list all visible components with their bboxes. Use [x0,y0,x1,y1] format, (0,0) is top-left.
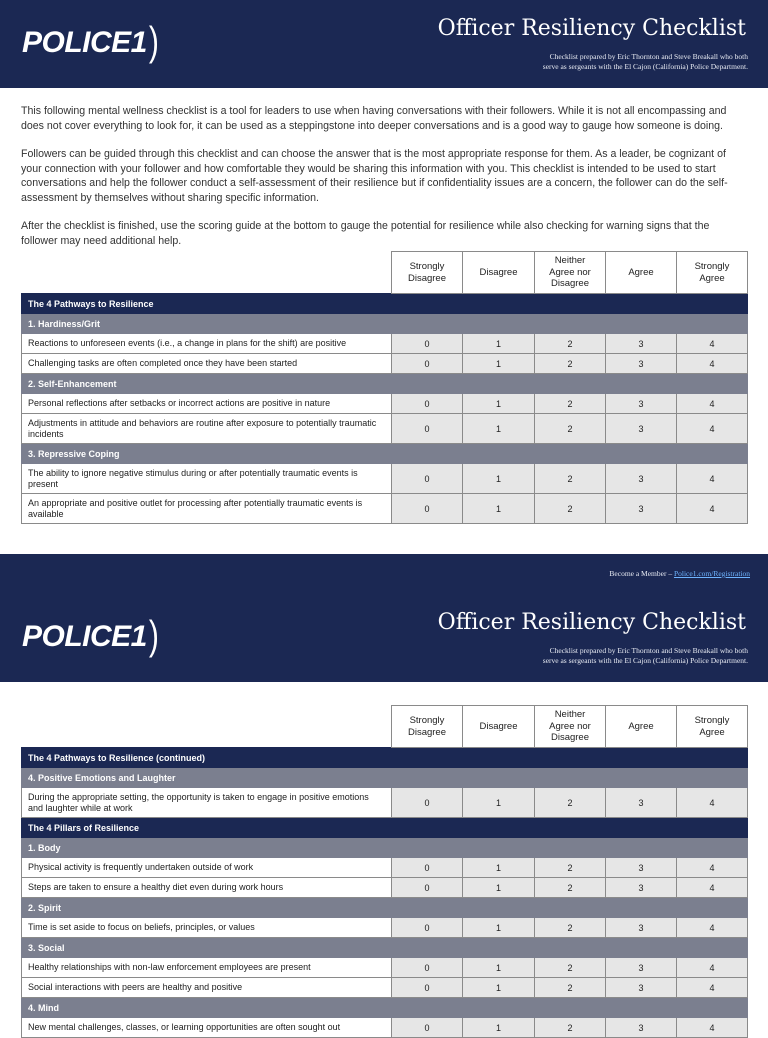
score-option[interactable]: 1 [463,958,535,978]
score-option[interactable]: 1 [463,414,535,444]
table-row: New mental challenges, classes, or learning opportunities are often sought out 0 1 2 3 4 [22,1018,748,1038]
score-option[interactable]: 3 [606,858,677,878]
score-option[interactable]: 3 [606,958,677,978]
score-option[interactable]: 4 [677,858,748,878]
intro-text [21,104,747,262]
score-option[interactable]: 4 [677,354,748,374]
group-row: 2. Self-Enhancement [22,374,748,394]
score-option[interactable]: 4 [677,494,748,524]
column-header-row [22,706,748,748]
checklist-table-1 [21,251,748,524]
score-option[interactable]: 2 [535,958,606,978]
intro-paragraph: This following mental wellness checklist is a tool for leaders to use when having conversations with their followers. While it is not all encompassing and does not cover everything to look for, it can be used as a steppingstone into deeper conversations and is a good way to gauge how someone is doing. [21,105,727,132]
score-option[interactable]: 0 [392,1018,463,1038]
score-option[interactable]: 1 [463,494,535,524]
score-option[interactable]: 2 [535,464,606,494]
score-option[interactable]: 0 [392,494,463,524]
group-row: 3. Social [22,938,748,958]
checklist-table-2 [21,705,748,1038]
score-option[interactable]: 3 [606,464,677,494]
column-header: Disagree [463,252,535,294]
score-option[interactable]: 4 [677,334,748,354]
score-option[interactable]: 1 [463,858,535,878]
score-option[interactable]: 2 [535,1018,606,1038]
table-row: During the appropriate setting, the opportunity is taken to engage in positive emotions and laughter while at work 0 1 2 3 4 [22,788,748,818]
score-option[interactable]: 1 [463,464,535,494]
section-row: The 4 Pathways to Resilience [22,294,748,314]
column-header: Strongly Agree [677,706,748,748]
table-row: Adjustments in attitude and behaviors are routine after exposure to potentially traumatic incidents 0 1 2 3 4 [22,414,748,444]
score-option[interactable]: 1 [463,788,535,818]
table-row: Reactions to unforeseen events (i.e., a change in plans for the shift) are positive 0 1 2 3 4 [22,334,748,354]
group-row: 1. Hardiness/Grit [22,314,748,334]
score-option[interactable]: 0 [392,788,463,818]
score-option[interactable]: 4 [677,414,748,444]
column-header: Neither Agree nor Disagree [535,252,606,294]
score-option[interactable]: 2 [535,334,606,354]
table-row: Steps are taken to ensure a healthy diet even during work hours 0 1 2 3 4 [22,878,748,898]
score-option[interactable]: 4 [677,1018,748,1038]
score-option[interactable]: 1 [463,354,535,374]
score-option[interactable]: 3 [606,354,677,374]
table-row: The ability to ignore negative stimulus during or after potentially traumatic events is present 0 1 2 3 4 [22,464,748,494]
score-option[interactable]: 3 [606,788,677,818]
police1-logo[interactable]: POLICE1) [22,614,159,659]
score-option[interactable]: 4 [677,464,748,494]
score-option[interactable]: 3 [606,334,677,354]
score-option[interactable]: 0 [392,958,463,978]
column-header: Neither Agree nor Disagree [535,706,606,748]
group-row: 2. Spirit [22,898,748,918]
column-header-row [22,252,748,294]
score-option[interactable]: 4 [677,918,748,938]
score-option[interactable]: 1 [463,918,535,938]
score-option[interactable]: 2 [535,394,606,414]
logo-chevron-icon: ) [148,20,159,65]
score-option[interactable]: 0 [392,334,463,354]
score-option[interactable]: 0 [392,858,463,878]
table-row: An appropriate and positive outlet for processing after potentially traumatic events is available 0 1 2 3 4 [22,494,748,524]
score-option[interactable]: 0 [392,414,463,444]
table-row: Time is set aside to focus on beliefs, principles, or values 0 1 2 3 4 [22,918,748,938]
score-option[interactable]: 3 [606,918,677,938]
score-option[interactable]: 0 [392,878,463,898]
score-option[interactable]: 3 [606,414,677,444]
score-option[interactable]: 2 [535,354,606,374]
score-option[interactable]: 2 [535,788,606,818]
score-option[interactable]: 4 [677,394,748,414]
score-option[interactable]: 2 [535,414,606,444]
credit-text: Checklist prepared by Eric Thornton and Steve Breakall who both serve as sergeants with the El Cajon (California) Police Department. [542,52,748,71]
intro-paragraph: After the checklist is finished, use the scoring guide at the bottom to gauge the potential for resilience while also checking for warning signs that the follower may need additional help. [21,220,710,247]
police1-logo[interactable]: POLICE1) [22,20,159,65]
score-option[interactable]: 3 [606,494,677,524]
group-row: 4. Positive Emotions and Laughter [22,768,748,788]
table-row: Challenging tasks are often completed once they have been started 0 1 2 3 4 [22,354,748,374]
score-option[interactable]: 0 [392,918,463,938]
score-option[interactable]: 4 [677,878,748,898]
column-header: Strongly Disagree [392,252,463,294]
table-row: Healthy relationships with non-law enforcement employees are present 0 1 2 3 4 [22,958,748,978]
score-option[interactable]: 1 [463,1018,535,1038]
score-option[interactable]: 0 [392,394,463,414]
score-option[interactable]: 1 [463,334,535,354]
score-option[interactable]: 3 [606,878,677,898]
table-row: Personal reflections after setbacks or incorrect actions are positive in nature 0 1 2 3 4 [22,394,748,414]
score-option[interactable]: 3 [606,394,677,414]
column-header: Agree [606,706,677,748]
score-option[interactable]: 3 [606,978,677,998]
score-option[interactable]: 2 [535,494,606,524]
score-option[interactable]: 2 [535,978,606,998]
column-header: Strongly Agree [677,252,748,294]
score-option[interactable]: 1 [463,978,535,998]
score-option[interactable]: 0 [392,354,463,374]
intro-paragraph: Followers can be guided through this checklist and can choose the answer that is the most appropriate response for them. As a leader, be cognizant of your connection with your follower and how comfortable they would be sharing this information with you. This checklist is intended to be used to start conversations and help the follower conduct a self-assessment of their resilience but if confidentiality issues are a concern, the follower can do the self-assessment by themselves without sharing specific information. [21,148,728,204]
group-row: 3. Repressive Coping [22,444,748,464]
score-option[interactable]: 1 [463,394,535,414]
section-row: The 4 Pathways to Resilience (continued) [22,748,748,768]
score-option[interactable]: 2 [535,858,606,878]
score-option[interactable]: 4 [677,788,748,818]
score-option[interactable]: 1 [463,878,535,898]
column-header: Strongly Disagree [392,706,463,748]
registration-link[interactable]: Police1.com/Registration [673,569,750,578]
score-option[interactable]: 2 [535,918,606,938]
score-option[interactable]: 3 [606,1018,677,1038]
table-row: Social interactions with peers are healthy and positive 0 1 2 3 4 [22,978,748,998]
group-row: 1. Body [22,838,748,858]
score-option[interactable]: 4 [677,958,748,978]
group-row: 4. Mind [22,998,748,1018]
score-option[interactable]: 0 [392,464,463,494]
header-band [0,0,768,88]
column-header: Disagree [463,706,535,748]
page-title: Officer Resiliency Checklist [437,16,746,41]
score-option[interactable]: 0 [392,978,463,998]
table-row: Physical activity is frequently undertaken outside of work 0 1 2 3 4 [22,858,748,878]
score-option[interactable]: 4 [677,978,748,998]
member-registration: Become a Member – Police1.com/Registration [609,569,750,578]
page-title: Officer Resiliency Checklist [437,610,746,635]
section-row: The 4 Pillars of Resilience [22,818,748,838]
credit-text: Checklist prepared by Eric Thornton and Steve Breakall who both serve as sergeants with the El Cajon (California) Police Department. [542,646,748,665]
score-option[interactable]: 2 [535,878,606,898]
logo-chevron-icon: ) [148,614,159,659]
column-header: Agree [606,252,677,294]
